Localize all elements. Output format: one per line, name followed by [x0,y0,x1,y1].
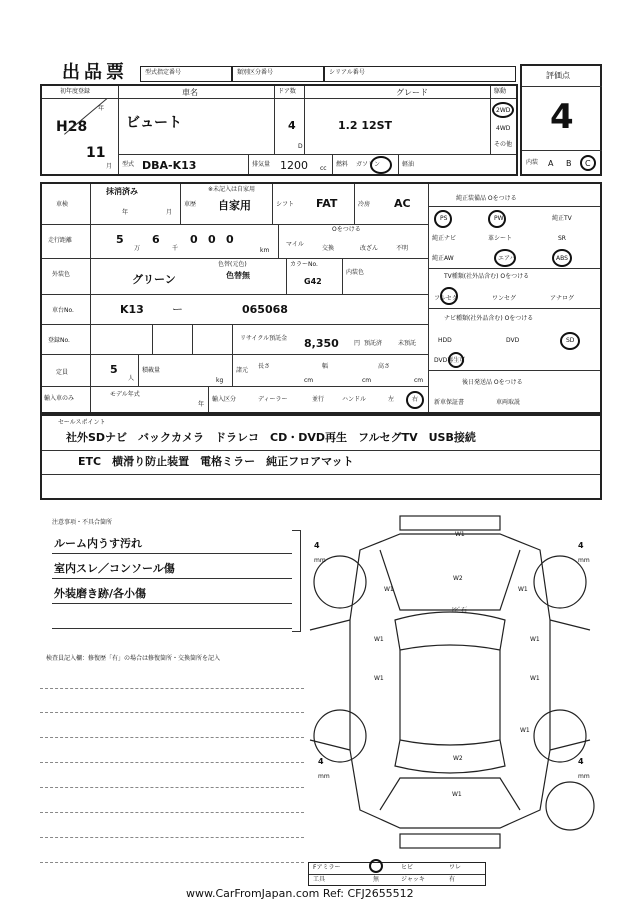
month-unit: 月 [106,163,113,170]
mark-6: W1 [374,636,384,643]
legend-circle [369,859,383,873]
after-manual: 車両取説 [496,399,521,406]
handle-circle [406,391,424,409]
drive-2wd: 2WD [496,107,511,114]
after-warranty: 新車保証書 [434,399,465,406]
nav-hdd: HDD [438,337,452,344]
legend-tools: 工具 [313,876,326,883]
mileage-digit-3: 0 [190,233,198,246]
meter-hint: Oをつける [332,226,361,233]
drive-label: 駆動 [494,88,507,95]
mileage-digit-5: 0 [226,233,234,246]
tv-fullseg: フルセグ [434,295,458,302]
import-class-label: 輸入区分 [212,396,237,403]
rear-bumper-shape [400,834,500,848]
vehicle-name: ビュート [126,115,182,131]
details-block [40,182,602,414]
front-bumper-shape [400,516,500,530]
sales-points-line2: ETC 横滑り防止装置 電格ミラー 純正フロアマット [78,455,354,468]
size-height: 高さ [378,363,391,370]
size-width: 幅 [322,363,329,370]
ext-color-value: グリーン [132,273,176,286]
year-unit: 年 [98,105,105,112]
windshield-shape [395,612,505,650]
door-suffix: D [298,143,303,150]
recycle-value: 8,350 [304,337,339,350]
note-line-1: ルーム内うす汚れ [54,537,142,550]
equip-aw: 純正AW [432,255,454,262]
nav-title: ナビ種類(社外品含む) Oをつける [444,315,534,322]
mileage-unit-sen: 千 [172,245,179,252]
fuel-value: ガソリン [356,161,381,168]
doors-label: ドア数 [278,88,296,95]
after-title: 後日発送品 Oをつける [462,379,523,386]
interior-circle [580,155,596,171]
score-box [520,64,602,176]
equipment-title: 純正装備品 Oをつける [456,195,517,202]
rear-window-shape [395,740,505,773]
displacement-unit: cc [320,165,327,172]
spare-wheel-shape [546,782,594,830]
mark-8: W1 [374,675,384,682]
note-line-2: 室内スレ／コンソール傷 [54,562,175,575]
nav-dvd-play: DVD再生可 [434,357,466,364]
import-dealer: ディーラー [258,396,288,403]
recycle-unit: 円 [354,340,361,347]
drive-4wd: 4WD [496,125,511,132]
tv-analog: アナログ [550,295,575,302]
mileage-digit-4: 0 [208,233,216,246]
displacement-value: 1200 [280,159,308,172]
tire-rear-right-unit: mm [578,773,590,780]
mirror-lines-shape [310,620,590,630]
tire-front-left: 4 [314,541,320,550]
type-approval-field [140,66,232,82]
car-diagram [300,510,610,870]
size-length: 長さ [258,363,271,370]
mark-3: ﾋﾋﾞ石 [452,607,468,614]
model-year-label: モデル年式 [110,391,140,398]
load-label: 積載量 [142,367,161,374]
tire-rear-right: 4 [578,757,584,766]
grade-label: グレード [396,88,428,97]
meter-label: マイル [286,241,304,248]
import-parallel: 並行 [312,396,325,403]
mark-4: W1 [384,586,394,593]
nav-sd-circle [560,332,580,350]
equip-abs: ABS [556,255,568,262]
serial-label: シリアル番号 [329,69,365,76]
tire-rear-left-unit: mm [318,773,330,780]
class-number-field [232,66,324,82]
color-change-label: 色替(元色) [218,261,247,268]
tire-rear-left: 4 [318,757,324,766]
shift-label: シフト [276,201,295,208]
equip-airbag: エアバ [498,255,516,262]
equip-tv: 純正TV [552,215,572,222]
equip-nav: 純正ナビ [432,235,457,242]
handle-left: 左 [388,396,395,403]
inspection-year-unit: 年 [122,209,129,216]
type-approval-label: 型式指定番号 [145,69,182,76]
chassis-dash: ー [172,303,183,316]
hood-shape [380,550,520,610]
inspection-month-unit: 月 [166,209,173,216]
interior-grade-a: A [548,159,554,168]
class-number-label: 類別区分番号 [237,69,274,76]
ac-label: 冷房 [358,201,371,208]
interior-grade-c: C [585,159,591,168]
legend-none: 無 [373,876,380,883]
capacity-label: 定員 [56,369,69,376]
equip-leather: 革シート [488,235,513,242]
nav-sd: SD [566,337,575,344]
mark-10: W1 [520,727,530,734]
fuel-other-label: 軽油 [402,161,415,168]
chassis-number: 065068 [242,303,288,316]
inspector-label: 検査員記入欄：修復歴「有」の場合は修復箇所・交換箇所を記入 [46,655,221,662]
tv-fullseg-circle [440,287,458,305]
wheel-rear-left-shape [314,710,366,762]
name-label: 車名 [182,88,198,97]
ac-value: AC [394,197,411,210]
chassis-label: 車台No. [52,307,74,314]
nav-dvd: DVD [506,337,520,344]
interior-grade-b: B [566,159,572,168]
tv-oneseg: ワンセグ [492,295,517,302]
color-code-label: カラーNo. [290,261,318,268]
equip-pw-circle [488,210,506,228]
displacement-label: 排気量 [252,161,271,168]
handle-label: ハンドル [342,396,367,403]
capacity-value: 5 [110,363,118,376]
page-title: 出品票 [62,62,128,83]
regno-label: 登録No. [48,337,70,344]
watermark: www.CarFromJapan.com Ref: CFJ2655512 [186,887,414,900]
equip-sr: SR [558,235,566,242]
size-unit-2: cm [362,377,372,384]
legend-yes: 有 [449,876,456,883]
trunk-shape [380,778,520,810]
mark-11: W2 [453,755,463,762]
doors-value: 4 [288,119,296,132]
reg-month: 11 [86,145,106,161]
legend-jack: ジャッキ [401,876,425,883]
interior-label: 内装 [526,159,539,166]
mark-12: W1 [452,791,462,798]
serial-field [324,66,516,82]
shift-value: FAT [316,197,338,210]
reg-label: 初年度登録 [60,88,91,95]
drive-other: その他 [494,141,513,148]
tire-front-right: 4 [578,541,584,550]
legend-crack: ヒビ [401,864,414,871]
usage-note: ※未記入は自家用 [208,186,256,193]
equip-pw: PW [494,215,504,222]
load-unit: kg [216,377,224,384]
tv-title: TV種類(社外品含む) Oをつける [444,273,530,280]
recycle-label: リサイクル預託金 [240,335,288,342]
mileage-unit-man: 万 [134,245,141,252]
meter-tamper: 改ざん [360,245,379,252]
legend-break: ワレ [449,864,462,871]
fuel-label: 燃料 [336,161,349,168]
recycle-unpaid: 未預託 [398,340,417,347]
sales-points-label: セールスポイント [58,419,106,426]
note-line-3: 外装磨き跡/各小傷 [54,587,147,600]
mileage-digit-1: 5 [116,233,124,246]
meter-unknown: 不明 [396,245,409,252]
notes-label: 注意事項・不具合箇所 [52,519,113,526]
equip-abs-circle [552,249,572,267]
equip-ps-circle [434,210,452,228]
mark-5: W1 [518,586,528,593]
size-label: 諸元 [236,367,249,374]
color-change-value: 色替無 [226,271,250,280]
score-label: 評価点 [546,71,570,80]
mark-1: W1 [455,531,465,538]
mileage-digit-2: 6 [152,233,160,246]
model-value: DBA-K13 [142,159,197,172]
reg-year: H28 [56,119,88,135]
mark-2: W2 [453,575,463,582]
tire-front-right-unit: mm [578,557,590,564]
mileage-label: 走行距離 [48,237,73,244]
nav-dvd-play-circle [448,352,464,368]
wheel-rear-right-shape [534,710,586,762]
km-label: km [260,247,270,254]
usage-value: 自家用 [218,199,251,212]
meter-exchange: 交換 [322,245,335,252]
ext-color-label: 外装色 [52,271,71,278]
equip-ps: PS [440,215,448,222]
roof-shape [400,650,500,740]
tire-front-left-unit: mm [314,557,326,564]
capacity-unit: 人 [128,375,135,382]
color-code-value: G42 [304,277,322,286]
vehicle-block [40,84,518,176]
int-color-label: 内装色 [346,269,365,276]
handle-right: 右 [412,396,419,403]
inspection-label: 車検 [56,201,69,208]
footer-legend [308,862,486,886]
drive-circle [492,102,514,118]
grade-value: 1.2 12ST [338,119,393,132]
usage-label: 車歴 [184,201,197,208]
mark-7: W1 [530,636,540,643]
sales-points-line1: 社外SDナビ バックカメラ ドラレコ CD・DVD再生 フルセグTV USB接続 [66,431,476,444]
score-value: 4 [550,97,574,137]
legend-mirror: Fアミラー [313,864,341,871]
model-label: 型式 [122,161,135,168]
import-label: 輸入車のみ [44,395,75,402]
equip-airbag-circle [494,249,516,267]
sales-points-block [40,414,602,500]
inspection-value: 抹消済み [106,187,138,196]
chassis-prefix: K13 [120,303,144,316]
fuel-circle [370,156,392,174]
mark-9: W1 [530,675,540,682]
recycle-paid: 預託済 [364,340,383,347]
size-unit-3: cm [414,377,424,384]
model-year-unit: 年 [198,401,205,408]
size-unit-1: cm [304,377,314,384]
